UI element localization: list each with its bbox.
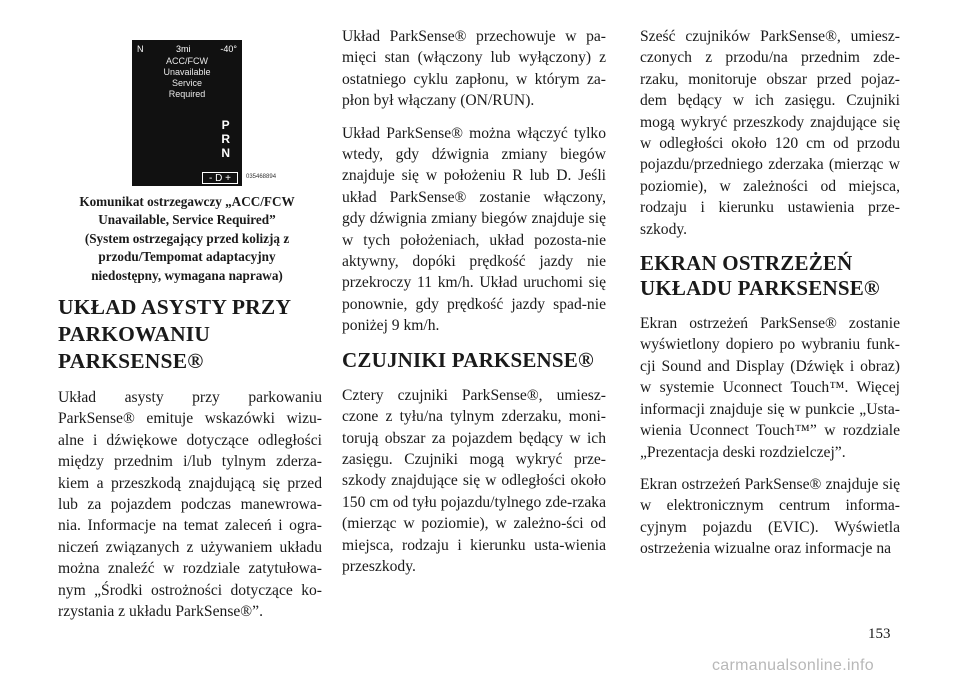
paragraph: Układ ParkSense® przechowuje w pa-mięci stan (włączony lub wyłączony) z ostatniego cyklu zapłonu, w którym za-płon był włączany (ON/RUN). [342,28,606,110]
warning-message [132,56,242,100]
paragraph: Cztery czujniki ParkSense®, umiesz-czone z tyłu/na tylnym zderzaku, moni-torują obszar za pojazdem będący w ich zasięgu. Czujniki mogą wykryć prze-szkody znajdujące się w odległości około 150 cm od tyłu pojazdu/tylnego zde-rzaka (mierząc w poziomie), w zależno-ści od miejsca, rodzaju i kierunku usta-wienia przeszkody. [342,386,606,575]
paragraph: Ekran ostrzeżeń ParkSense® zostanie wyświetlony dopiero po wybraniu funk-cji Sound and Display (Dźwięk i obraz) w systemie Uconnect Touch™. Więcej informacji znajduje się w punkcie „Usta-wienia Uconnect Touch™” w rozdziale „Prezentacja deski rozdzielczej”. [640,315,900,461]
drive-gear-box: - D + [202,172,238,184]
paragraph: Sześć czujników ParkSense®, umiesz-czonych z przodu/na przednim zde-rzaku, monitoruje obszar przed pojaz-dem będący w ich zasięgu. Czujniki mogą wykryć przeszkody znajdujące się w odległości około 120 cm od przodu pojazdu/przedniego zderzaka (mierząc w poziomie), w zależności od miejsca, rodzaju i kierunku ustawienia prze-szkody. [640,28,900,238]
paragraph: Układ ParkSense® można włączyć tylko wtedy, gdy dźwignia zmiany biegów znajduje się w położeniu R lub D. Jeśli układ ParkSense® zostanie włączony, gdy dźwignia zmiany biegów znajduje się w tych położeniach, układ pozosta-nie aktywny, dopóki prędkość jazdy nie przekroczy 11 km/h. Układ uruchomi się ponownie, gdy prędkość jazdy spad-nie poniżej 9 km/h. [342,124,606,335]
section-heading-warning-display: EKRAN OSTRZEŻEŃ UKŁADU PARKSENSE® [640,251,880,301]
paragraph: Ekran ostrzeżeń ParkSense® znajduje się w elektronicznym centrum informa-cyjnym pojazdu (EVIC). Wyświetla ostrzeżenia wizualne oraz informacje na [640,475,900,558]
caption-line: niedostępny, wymagana naprawa) [91,267,283,283]
trip-distance: 3mi [176,44,191,54]
figure-caption [64,193,310,285]
warning-line: Unavailable [163,67,211,77]
column-1 [58,286,322,633]
watermark: carmanualsonline.info [712,657,874,674]
gear-indicator [221,118,230,160]
section-heading-sensors: CZUJNIKI PARKSENSE® [342,347,594,372]
compass-heading: N [137,44,144,54]
instrument-cluster-image [132,40,242,186]
caption-line: Unavailable, Service Required” [98,212,276,228]
column-2 [342,26,606,588]
gear-letter: R [221,132,230,146]
caption-line: (System ostrzegający przed kolizją z [84,230,290,246]
paragraph: Układ asysty przy parkowaniu ParkSense® emituje wskazówki wizu-alne i dźwiękowe dotyczące odległości między przednim i/lub tylnym zderza-kiem a przeszkodą znajdującą się przed lub za pojazdem podczas manewrowa-nia. Informacje na temat zaleceń i ogra-niczeń związanych z używaniem układu można znaleźć w rozdziale zatytułowa-nym „Środki ostrożności dotyczące ko-rzystania z układu ParkSense®”. [58,389,322,621]
gear-letter: N [221,146,230,160]
figure-code: 035468894 [246,174,277,180]
warning-line: ACC/FCW [166,56,208,66]
section-heading-parking-assist: UKŁAD ASYSTY PRZY PARKOWANIU PARKSENSE® [58,295,291,373]
caption-line: Komunikat ostrzegawczy „ACC/FCW [79,194,295,209]
gear-letter: P [221,118,230,132]
warning-line: Service [171,78,202,88]
column-3 [640,26,900,571]
caption-line: przodu/Tempomat adaptacyjny [98,249,276,265]
warning-line: Required [168,89,206,99]
outside-temperature: -40° [220,44,237,54]
cluster-header [132,44,242,56]
page-number: 153 [868,626,891,642]
